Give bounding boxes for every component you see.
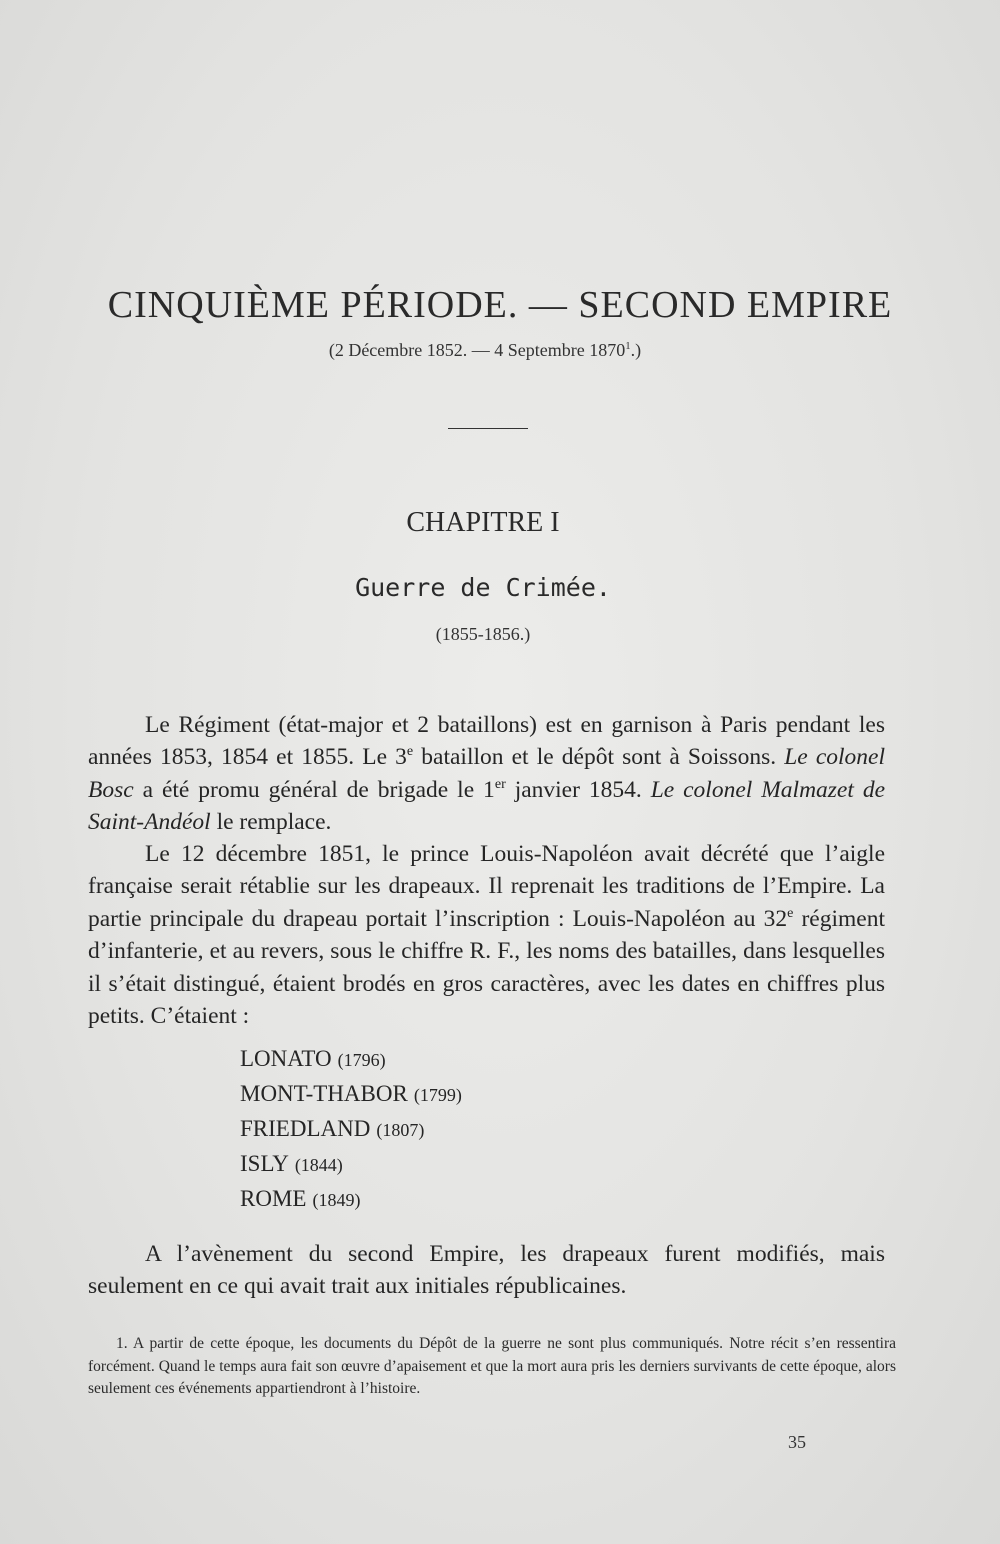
footnote-mark: 1 [625, 340, 631, 352]
paragraph-3: A l’avènement du second Empire, les drapeaux furent modifiés, mais seulement en ce qui avait trait aux initiales républicaines. [88, 1241, 885, 1300]
battle-name: ISLY [240, 1151, 289, 1176]
paragraph-2-text: régiment d’infanterie, et au revers, sous le chiffre R. F., les noms des batailles, dans lesquelles il s’était distingué, étaient brodés en gros caractères, avec les dates en chiffres plus petits. C’étaient : [88, 905, 885, 1030]
period-dates-text: (2 Décembre 1852. — 4 Septembre 1870 [328, 340, 626, 360]
battle-year: (1849) [312, 1190, 361, 1210]
battle-year: (1796) [337, 1050, 386, 1070]
section-divider [448, 428, 528, 429]
italic-name: Le colonel Malmazet de Saint-Andéol [88, 776, 886, 836]
italic-name: Le colonel Bosc [88, 744, 886, 803]
period-dates [0, 340, 970, 361]
superscript: e [406, 743, 414, 760]
battle-item [240, 1112, 640, 1147]
chapter-dates: (1855-1856.) [435, 624, 531, 644]
paragraph-2-text: Le 12 décembre 1851, le prince Louis-Napoléon avait décrété que l’aigle française serait rétablie sur les drapeaux. Il reprenait les traditions de l’Empire. La partie principale du drapeau portait l’inscription : Louis-Napoléon au 32 [88, 841, 885, 932]
battle-item [240, 1042, 640, 1077]
paragraph-1 [88, 709, 885, 839]
page-number: 35 [788, 1432, 806, 1452]
footnote-text: 1. A partir de cette époque, les documents du Dépôt de la guerre ne sont plus communiqués. Notre récit s’en ressentira forcément. Quand le temps aura fait son œuvre d’apaisement et que la mort aura pris les derniers survivants de cette époque, alors seulement ces événements appartiendront à l’histoire. [88, 1335, 896, 1397]
paragraph-1-text: Le Régiment (état-major et 2 bataillons) est en garnison à Paris pendant les années 1853, 1854 et 1855. Le 3 [88, 712, 885, 771]
paragraph-1-text: le remplace. [210, 809, 332, 836]
chapter-label: CHAPITRE I [406, 507, 560, 538]
period-title: CINQUIÈME PÉRIODE. — SECOND EMPIRE [107, 284, 893, 326]
battle-item [240, 1147, 640, 1182]
chapter-name: Guerre de Crimée. [355, 573, 611, 602]
battle-name: FRIEDLAND [240, 1116, 371, 1141]
battle-item [240, 1182, 640, 1217]
superscript: er [494, 775, 506, 792]
paragraph-1-text: janvier 1854. [505, 776, 651, 803]
battle-name: MONT-THABOR [240, 1081, 408, 1106]
period-dates-close: .) [630, 340, 642, 360]
battle-year: (1844) [294, 1155, 343, 1175]
battle-year: (1799) [413, 1085, 462, 1105]
battle-item [240, 1077, 640, 1112]
battle-name: LONATO [240, 1046, 332, 1071]
battle-list [240, 1042, 640, 1217]
paragraph-2 [88, 838, 885, 1032]
battle-year: (1807) [376, 1120, 425, 1140]
paragraph-1-text: a été promu général de brigade le 1 [133, 776, 495, 803]
superscript: e [787, 904, 794, 921]
battle-name: ROME [240, 1186, 307, 1211]
paragraph-1-text: bataillon et le dépôt sont à Soissons. [413, 744, 785, 771]
footnote [88, 1333, 896, 1401]
